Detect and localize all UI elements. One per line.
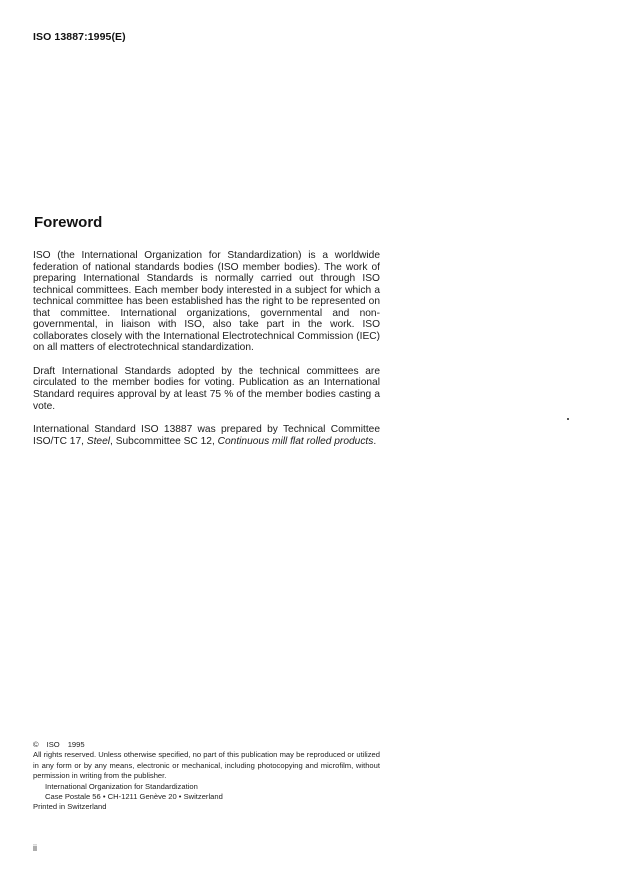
preparation-text-3: . xyxy=(373,435,377,447)
section-title: Foreword xyxy=(34,214,103,231)
copyright-footer xyxy=(33,740,380,813)
copyright-line xyxy=(33,740,380,750)
page-number: ii xyxy=(33,843,37,853)
copyright-year: 1995 xyxy=(67,740,85,749)
org-name: International Organization for Standardization xyxy=(45,781,198,791)
copyright-icon: © xyxy=(33,740,39,749)
preparation-text-1: International Standard ISO 13887 was prepared by Technical Committee ISO/TC 17, xyxy=(33,424,380,447)
paragraph-preparation xyxy=(33,424,380,447)
subcommittee-name: Continuous mill flat rolled products xyxy=(217,435,374,447)
printed-location: Printed in Switzerland xyxy=(33,802,107,812)
preparation-text-2: , Subcommittee SC 12, xyxy=(110,435,218,447)
paragraph-iso-intro: ISO (the International Organization for Standardization) is a worldwide federation of national standards bodies (ISO member bodies). The work of preparing International Standards is normally carried out through ISO technical committees. Each member body interested in a subject for which a technical committee has been established has the right to be represented on that committee. International organizations, governmental and non-governmental, in liaison with ISO, also take part in the work. ISO collaborates closely with the International Electrotechnical Commission (IEC) on all matters of electrotechnical standardization. xyxy=(33,250,380,354)
document-id: ISO 13887:1995(E) xyxy=(33,31,126,43)
rights-statement: All rights reserved. Unless otherwise specified, no part of this publication may be reproduced or utilized in any form or by any means, electronic or mechanical, including photocopying and microfilm, without permission in writing from the publisher. xyxy=(33,750,380,781)
paragraph-draft-standards: Draft International Standards adopted by the technical committees are circulated to the member bodies for voting. Publication as an International Standard requires approval by at least 75 % of the member bodies casting a vote. xyxy=(33,365,380,412)
foreword-body xyxy=(33,250,380,459)
scan-speck xyxy=(567,418,569,420)
committee-name: Steel xyxy=(86,435,111,447)
copyright-org: ISO xyxy=(46,740,60,749)
org-address: Case Postale 56 • CH-1211 Genève 20 • Switzerland xyxy=(45,792,223,802)
